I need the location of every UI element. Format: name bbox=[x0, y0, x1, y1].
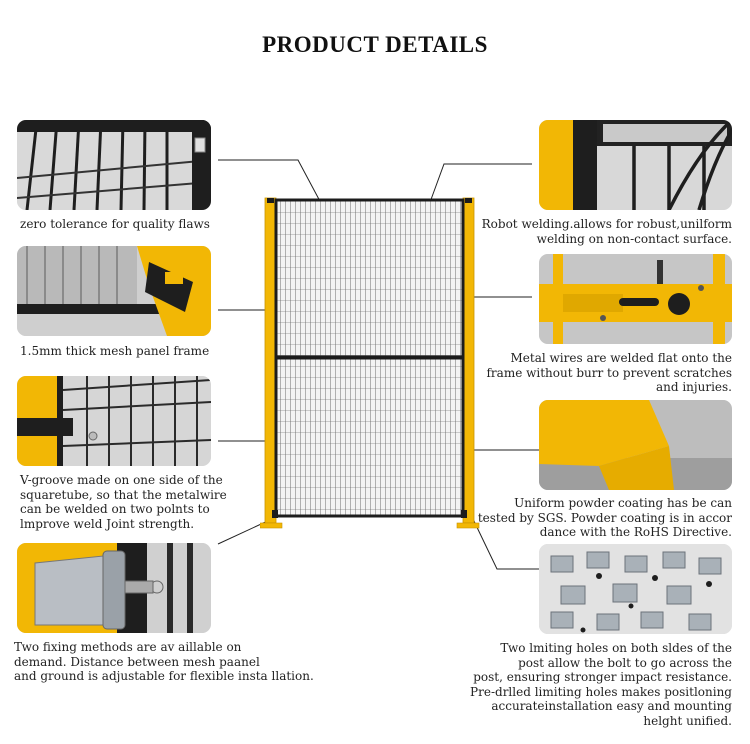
caption-robot-welding: Robot welding.allows for robust,unilform welding on non-contact surface. bbox=[481, 217, 732, 246]
photo-limiting-holes bbox=[539, 544, 732, 634]
photo-v-groove bbox=[17, 376, 211, 466]
fence-panel-illustration bbox=[260, 190, 485, 545]
photo-panel-frame bbox=[17, 246, 211, 336]
photo-fixing-methods bbox=[17, 543, 211, 633]
photo-robot-welding bbox=[539, 120, 732, 210]
photo-flat-wires bbox=[539, 254, 732, 344]
caption-limiting-holes: Two lmiting holes on both sldes of the post allow the bolt to go across the post, ensuring stronger impact resistance. Pre-drlled limiting holes makes positloning accurateinstallation easy and mounting helght unified. bbox=[470, 641, 732, 728]
caption-powder-coating: Uniform powder coating has be can tested by SGS. Powder coating is in accor dance with the RoHS Directive. bbox=[477, 496, 732, 539]
page-title: PRODUCT DETAILS bbox=[262, 32, 488, 57]
caption-v-groove: V-groove made on one side of the squaretube, so that the metalwire can be welded on two polnts to lmprove weld Joint strength. bbox=[20, 473, 227, 531]
caption-fixing-methods: Two fixing methods are av aillable on demand. Distance between mesh paanel and ground is adjustable for flexible insta llation. bbox=[14, 640, 314, 683]
caption-flat-wires: Metal wires are welded flat onto the frame without burr to prevent scratches and injuries. bbox=[486, 351, 732, 394]
caption-panel-frame: 1.5mm thick mesh panel frame bbox=[20, 344, 210, 358]
photo-powder-coating bbox=[539, 400, 732, 490]
caption-quality-flaws: zero tolerance for quality flaws bbox=[20, 217, 210, 231]
photo-quality-flaws bbox=[17, 120, 211, 210]
